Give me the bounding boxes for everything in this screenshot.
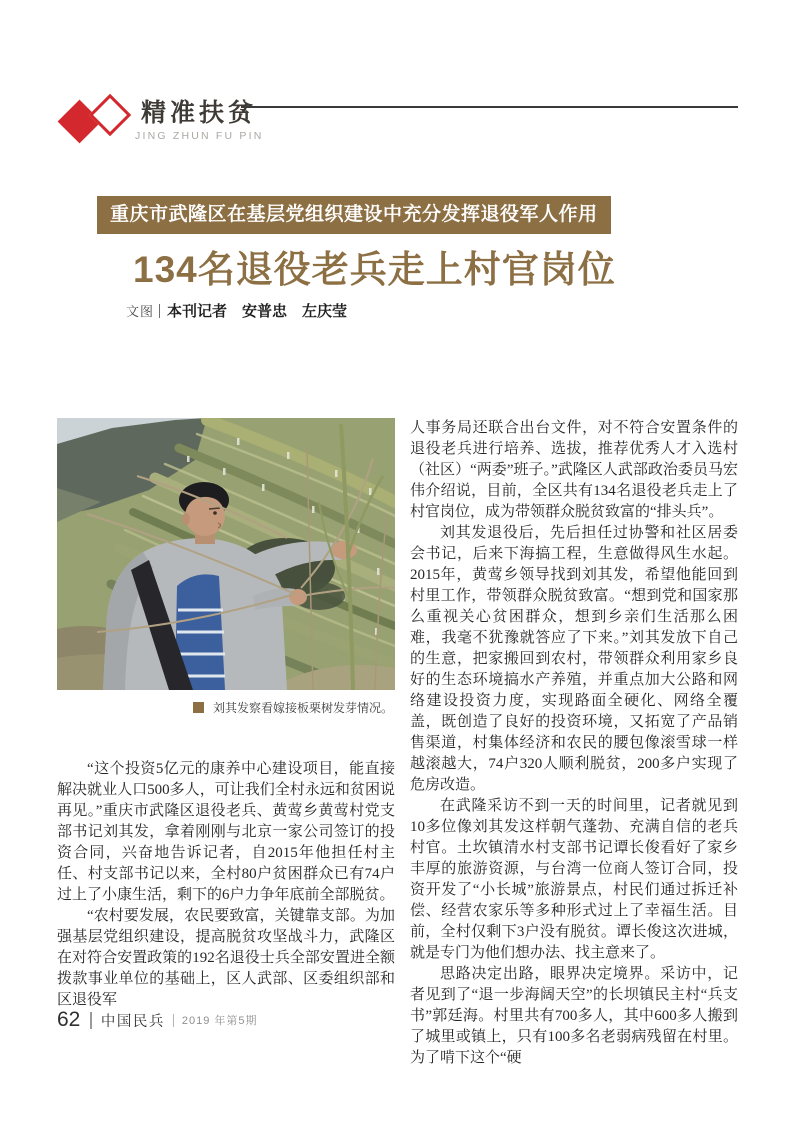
section-title: 精准扶贫 (141, 99, 258, 127)
column-left (57, 418, 395, 1069)
right-column-text (410, 418, 738, 1069)
paragraph: 在武隆采访不到一天的时间里，记者就见到10多位像刘其发这样朝气蓬勃、充满自信的老兵村官。土坎镇清水村支部书记谭长俊看好了家乡丰厚的旅游资源，与台湾一位商人签订合同，投资开发了“小长城”旅游景点，村民们通过拆迁补偿、经营农家乐等多种形式过上了幸福生活。目前，全村仅剩下3户没有脱贫。谭长俊这次进城，就是专门为他们想办法、找主意来了。 (410, 798, 738, 961)
column-right (410, 418, 738, 1069)
issue-info: 2019 年第5期 (181, 1015, 258, 1027)
paragraph: 刘其发退役后，先后担任过协警和社区居委会书记，后来下海搞工程，生意做得风生水起。2015年，黄莺乡领导找到刘其发，希望他能回到村里工作，带领群众脱贫致富。“想到党和国家那么重视关心贫困群众，想到乡亲们生活那么困难，我毫不犹豫就答应了下来。”刘其发放下自己的生意，把家搬回到农村，带领群众利用家乡良好的生态环境搞水产养殖，并重点加大公路和网络建设投资力度，实现路面全硬化、网络全覆盖，既创造了良好的投资环境，又拓宽了产品销售渠道，村集体经济和农民的腰包像滚雪球一样越滚越大，74户320人顺利脱贫，200多户实现了危房改造。 (410, 525, 738, 793)
byline-separator (159, 304, 160, 318)
paragraph: “这个投资5亿元的康养中心建设项目，能直接解决就业人口500多人，可让我们全村永远和贫困说再见。”重庆市武隆区退役老兵、黄莺乡黄莺村党支部书记刘其发，拿着刚刚与北京一家公司签订的投资合同，兴奋地告诉记者，自2015年他担任村主任、村支部书记以来，全村80户贫困群众已有74户过上了小康生活，剩下的6户力争年底前全部脱贫。 (57, 761, 395, 903)
article-photo (57, 418, 395, 690)
photo-caption: 刘其发察看嫁接板栗树发芽情况。 (212, 701, 393, 715)
paragraph: 人事务局还联合出台文件，对不符合安置条件的退役老兵进行培养、选拔，推荐优秀人才入选村（社区）“两委”班子。”武隆区人武部政治委员马宏伟介绍说，目前，全区共有134名退役老兵走上了村官岗位，成为带领群众脱贫致富的“排头兵”。 (410, 420, 738, 520)
photo-caption-row (57, 699, 395, 716)
article-columns (57, 418, 738, 1069)
page-number: 62 (57, 1008, 81, 1031)
paragraph: “农村要发展，农民要致富，关键靠支部。为加强基层党组织建设，提高脱贫攻坚战斗力，武隆区在对符合安置政策的192名退役士兵全部安置进全额拨款事业单位的基础上，区人武部、区委组织部和区退役军 (57, 908, 395, 1008)
kicker-banner: 重庆市武隆区在基层党组织建设中充分发挥退役军人作用 (97, 196, 611, 234)
byline (126, 300, 347, 321)
photo-illustration (57, 418, 395, 690)
outline-diamond-icon (89, 94, 131, 136)
paragraph: 思路决定出路，眼界决定境界。采访中，记者见到了“退一步海阔天空”的长坝镇民主村“兵支书”郭廷海。村里共有700多人，其中600多人搬到了城里或镇上，只有100多名老弱病残留在村里。为了啃下这个“硬 (410, 966, 738, 1066)
left-column-text (57, 759, 395, 1011)
section-pinyin: JING ZHUN FU PIN (135, 130, 264, 142)
header-rule (241, 106, 738, 108)
page-footer (57, 1008, 258, 1032)
footer-separator (90, 1012, 92, 1029)
caption-marker-icon (193, 702, 204, 713)
byline-authors: 本刊记者 安普忠 左庆莹 (167, 303, 348, 320)
byline-prefix: 文图 (126, 304, 155, 319)
article-title: 134名退役老兵走上村官岗位 (133, 249, 616, 290)
footer-separator (173, 1014, 174, 1027)
magazine-name: 中国民兵 (100, 1013, 165, 1030)
